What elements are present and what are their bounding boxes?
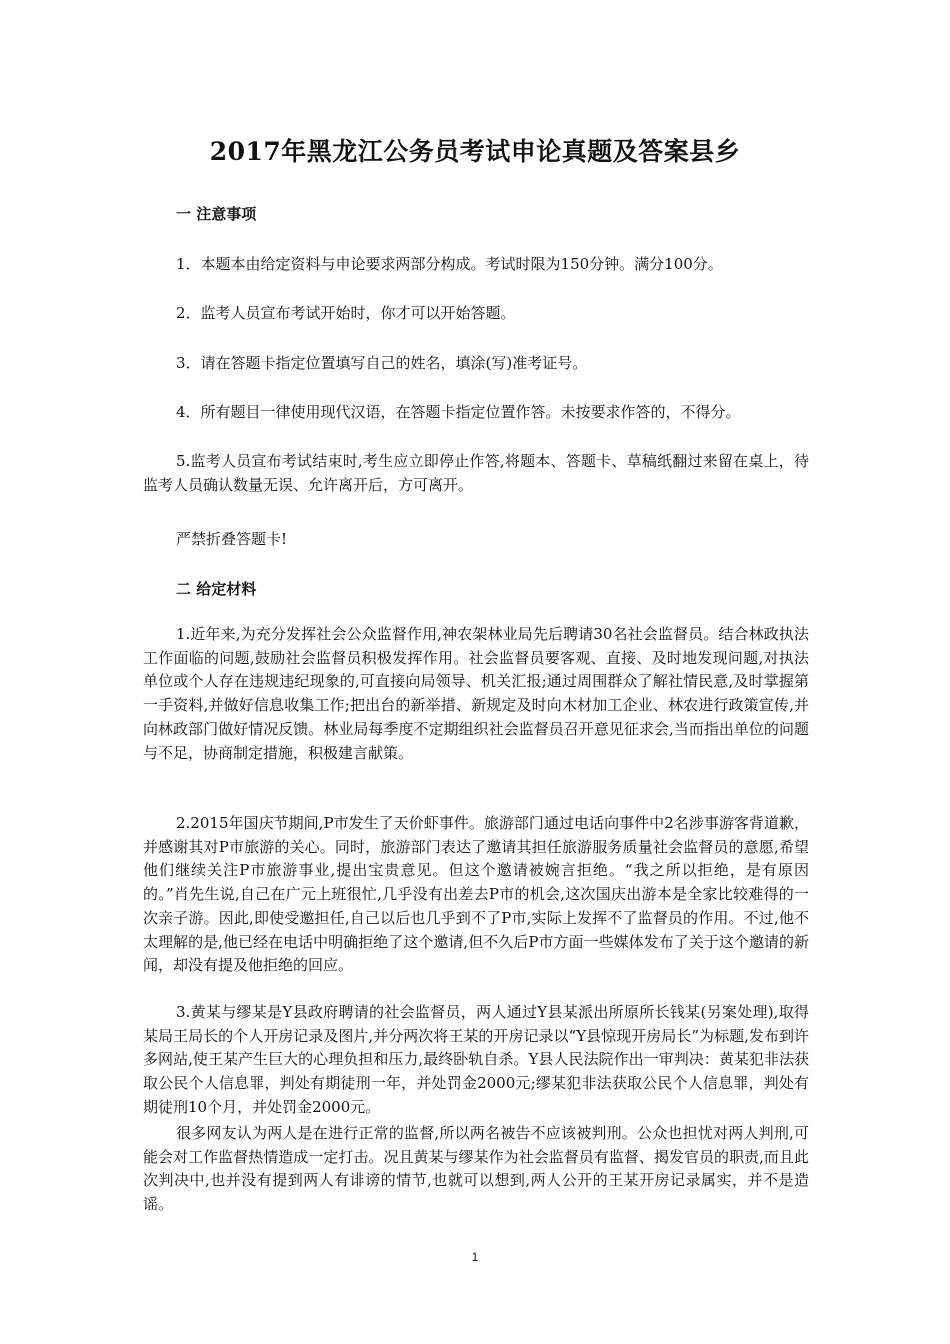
page-number: 1 (471, 1250, 479, 1264)
page-title: 2017年黑龙江公务员考试申论真题及答案县乡 (209, 137, 741, 166)
material-paragraph-4: 很多网友认为两人是在进行正常的监督,所以两名被告不应该被判刑。公众也担忧对两人判刑,可能会对工作监督热情造成一定打击。况且黄某与缪某作为社会监督员有监督、揭发官员的职责,而且此次判决中,也并没有提到两人有诽谤的情节,也就可以想到,两人公开的王某开房记录属实，并不是造谣。 (143, 1124, 809, 1214)
note-item-4: 4．所有题目一律使用现代汉语，在答题卡指定位置作答。未按要求作答的，不得分。 (176, 403, 741, 421)
note-item-5: 5.监考人员宣布考试结束时,考生应立即停止作答,将题本、答题卡、草稿纸翻过来留在桌上，待监考人员确认数量无误、允许离开后，方可离开。 (143, 452, 809, 494)
note-item-1: 1．本题本由给定资料与申论要求两部分构成。考试时限为150分钟。满分100分。 (176, 255, 723, 273)
section-heading-notes: 一 注意事项 (176, 205, 257, 223)
note-item-3: 3．请在答题卡指定位置填写自己的姓名，填涂(写)准考证号。 (176, 354, 588, 372)
material-paragraph-2: 2.2015年国庆节期间,P市发生了天价虾事件。旅游部门通过电话向事件中2名涉事游客背道歉，并感谢其对P市旅游的关心。同时，旅游部门表达了邀请其担任旅游服务质量社会监督员的意愿,希望他们继续关注P市旅游事业,提出宝贵意见。但这个邀请被婉言拒绝。“我之所以拒绝，是有原因的。”肖先生说,自己在广元上班很忙,几乎没有出差去P市的机会,这次国庆出游本是全家比较难得的一次亲子游。因此,即使受邀担任,自己以后也几乎到不了P市,实际上发挥不了监督员的作用。不过,他不太理解的是,他已经在电话中明确拒绝了这个邀请,但不久后P市方面一些媒体发布了关于这个邀请的新闻，却没有提及他拒绝的回应。 (143, 814, 809, 975)
note-item-2: 2．监考人员宣布考试开始时，你才可以开始答题。 (176, 304, 516, 322)
warning-text: 严禁折叠答题卡! (176, 530, 288, 548)
material-paragraph-3: 3.黄某与缪某是Y县政府聘请的社会监督员，两人通过Y县某派出所原所长钱某(另案处理),取得某局王局长的个人开房记录及图片,并分两次将王某的开房记录以“Y县惊现开房局长”为标题,发布到许多网站,使王某产生巨大的心理负担和压力,最终卧轨自杀。Y县人民法院作出一审判决：黄某犯非法获取公民个人信息罪，判处有期徒刑一年，并处罚金2000元;缪某犯非法获取公民个人信息罪，判处有期徒刑10个月，并处罚金2000元。 (143, 1003, 809, 1116)
section-heading-materials: 二 给定材料 (176, 580, 257, 598)
material-paragraph-1: 1.近年来,为充分发挥社会公众监督作用,神农架林业局先后聘请30名社会监督员。结合林政执法工作面临的问题,鼓励社会监督员积极发挥作用。社会监督员要客观、直接、及时地发现问题,对执法单位或个人存在违规违纪现象的,可直接向局领导、机关汇报;通过周围群众了解社情民意,及时掌握第一手资料,并做好信息收集工作;把出台的新举措、新规定及时向木材加工企业、林农进行政策宣传,并向林政部门做好情况反馈。林业局每季度不定期组织社会监督员召开意见征求会,当而指出单位的问题与不足，协商制定措施，积极建言献策。 (143, 625, 809, 762)
